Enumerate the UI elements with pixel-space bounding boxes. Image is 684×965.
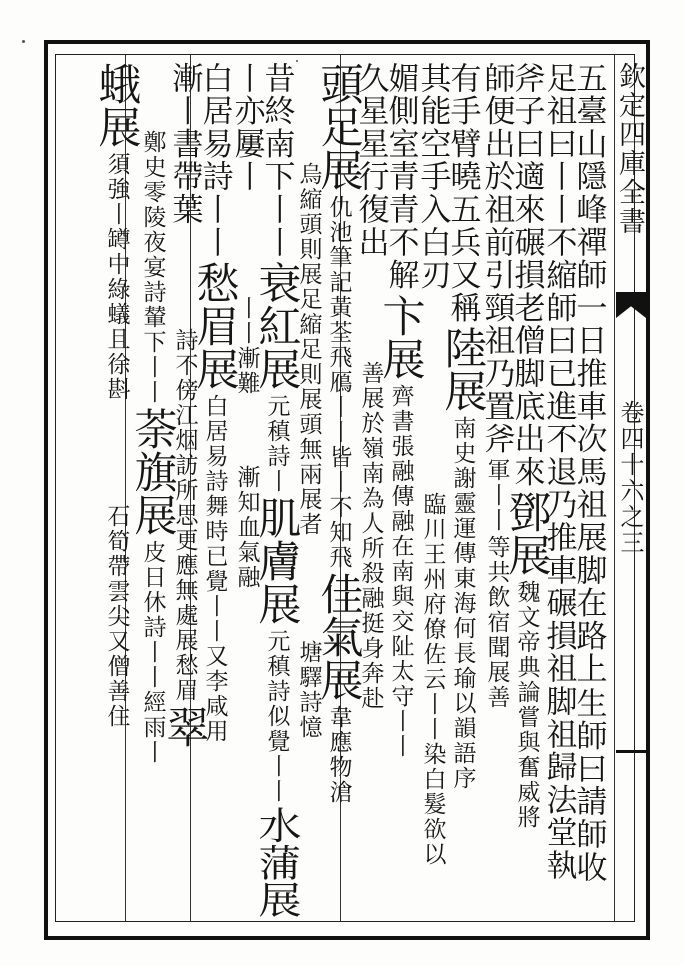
commentary-text: 白居易詩舞時已覺丨丨又李咸用 xyxy=(201,393,228,744)
commentary-text: 塘驛詩憶 xyxy=(295,639,322,740)
entry-heading: 衰紅展 xyxy=(251,260,302,390)
entry-heading: 佳氣展 xyxy=(313,572,364,701)
commentary-text: 魏文帝典論嘗與奮威將 xyxy=(513,580,540,831)
entry-heading: 卞展 xyxy=(375,293,426,380)
commentary-text: 須強丨罇中綠蟻且徐斟 xyxy=(103,152,130,402)
main-text: 其能空手入白刃 xyxy=(414,62,451,292)
blank-space xyxy=(169,228,200,326)
entry-heading: 頭足展 xyxy=(313,62,364,191)
commentary-text: 詩不傍江烟訪所思更應無處展愁眉 xyxy=(171,328,198,704)
entry-heading: 肌膚展 xyxy=(251,495,302,625)
blank-space xyxy=(231,398,262,464)
commentary-text: 齊書張融傳融在南與交阯太守丨丨 xyxy=(387,383,414,759)
commentary-text: 善展於嶺南為人所殺融挺身奔赴 xyxy=(357,361,384,712)
commentary-text: 皮日休詩丨丨經雨丨 xyxy=(139,539,166,765)
main-text: 白居易詩丨丨 xyxy=(196,62,233,259)
blank-space xyxy=(101,404,132,502)
blank-space xyxy=(293,62,324,160)
commentary-text: 丨丨漸難 xyxy=(233,295,260,396)
entry-heading: 鄧展 xyxy=(501,490,552,577)
commentary-text: 石筍帶雲尖又僧善住 xyxy=(103,504,130,730)
commentary-text: 烏縮頭則展足縮足則展頭無兩展者 xyxy=(295,162,322,538)
entry-heading: 愁眉展 xyxy=(189,260,240,390)
commentary-text: 鄭史零陵夜宴詩輦下丨丨 xyxy=(139,129,166,405)
fishtail-rule xyxy=(616,750,646,753)
main-text: 媚側室青青不解 xyxy=(382,62,419,292)
commentary-text: 漸知血氣融 xyxy=(233,465,260,591)
commentary-text: 元稹詩似覺丨丨 xyxy=(263,628,290,804)
commentary-text: 仇池筆記黃荃飛鴈丨丨皆丨不知飛 xyxy=(325,195,352,570)
commentary-text: 軍丨丨 xyxy=(483,457,510,533)
commentary-text: 南史謝靈運傳東海何長瑜以韻語序 xyxy=(449,416,476,792)
entry-heading: 荼旗展 xyxy=(127,406,178,536)
blank-space xyxy=(355,261,386,359)
volume-label: 卷四十六之三 xyxy=(616,400,644,556)
main-text: 漸丨書帶葉 xyxy=(166,62,203,226)
main-text: 昔終南下丨丨 xyxy=(258,62,295,259)
commentary-text: 臨川王州府僚佐云丨丨染白髮欲以 xyxy=(419,492,446,868)
entry-heading: 陸展 xyxy=(437,326,488,413)
commentary-text: 韋應物滄 xyxy=(325,705,352,805)
main-text: 足祖曰丨丨不縮師曰已進不退乃推車碾損祖脚祖歸法堂執 xyxy=(540,62,577,882)
main-text: 師便出於祖前引頸祖乃置斧 xyxy=(478,62,515,456)
scan-speck xyxy=(22,40,25,43)
column-rule xyxy=(614,55,615,921)
main-text: 久星星行復出 xyxy=(352,62,389,259)
main-text: 生師曰請師收 xyxy=(570,687,607,885)
entry-heading: 翠 xyxy=(159,705,210,749)
main-text: 斧子曰適來碾損老僧脚底出來 xyxy=(508,62,545,489)
main-text: 丨亦屢丨 xyxy=(228,62,265,194)
collection-title: 欽定四庫全書 xyxy=(614,62,645,236)
main-text: 五臺山隱峰禪師一日推車次馬祖展脚在路上 xyxy=(570,62,607,686)
entry-heading: 水蒲展 xyxy=(251,805,302,919)
commentary-text: 元稹詩丨 xyxy=(263,393,290,494)
main-text: 有手臂曉五兵又稱 xyxy=(444,62,481,325)
entry-heading: 蛾展 xyxy=(91,62,142,148)
scan-speck xyxy=(296,60,298,62)
commentary-text: 等共飲宿聞展善 xyxy=(483,534,510,710)
